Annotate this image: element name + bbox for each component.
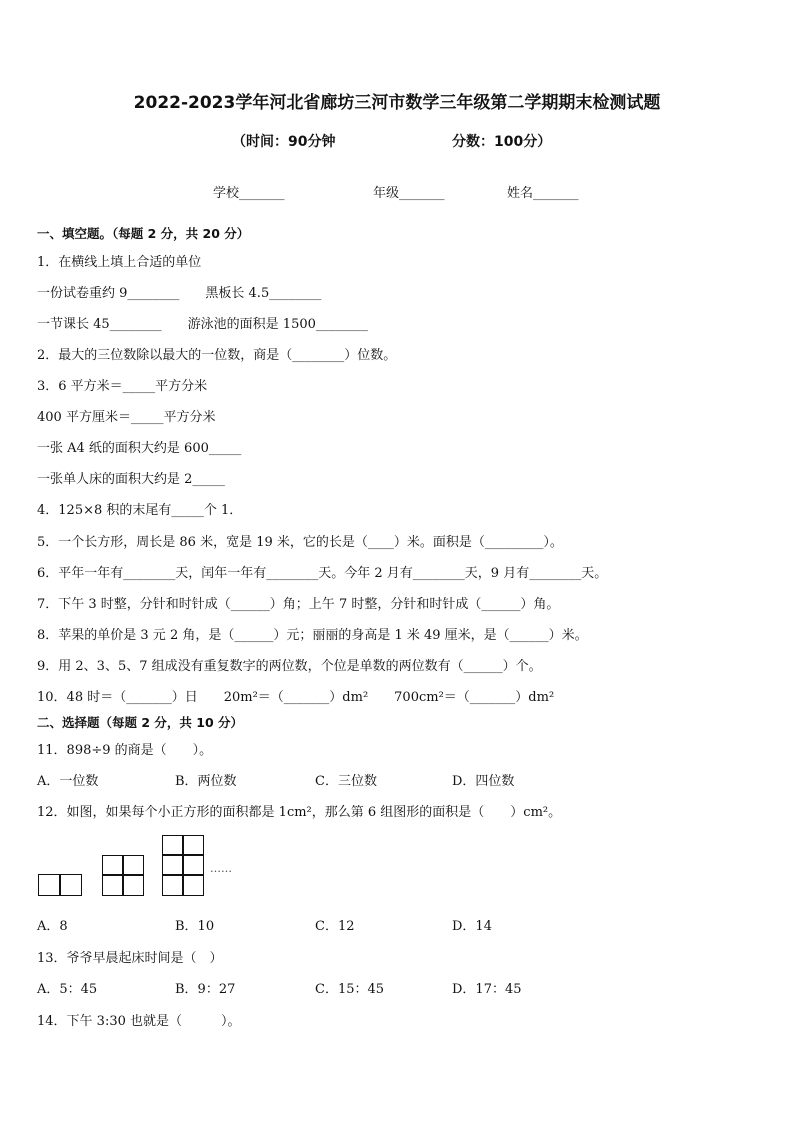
unit-square [102,874,124,896]
unit-square [182,854,204,876]
section-heading-choice: 二、选择题（每题 2 分，共 10 分） [37,715,244,730]
section-heading-fill-blank: 一、填空题。（每题 2 分，共 20 分） [37,226,250,241]
unit-square [182,874,204,896]
q11-option-d[interactable]: D．四位数 [452,774,515,789]
q13-option-d[interactable]: D．17：45 [452,982,522,997]
unit-square [182,835,204,856]
q12-option-c[interactable]: C．12 [315,919,355,934]
question-line: 8．苹果的单价是 3 元 2 角，是（______）元；丽丽的身高是 1 米 49 厘米，是（______）米。 [37,628,588,643]
q12-option-b[interactable]: B．10 [175,919,215,934]
q12-option-a[interactable]: A．8 [37,919,68,934]
square-group-3 [162,835,204,896]
name-field[interactable]: 姓名_______ [507,186,579,201]
question-line: 5．一个长方形，周长是 86 米，宽是 19 米，它的长是（____）米。面积是（_________）。 [37,535,563,550]
unit-square [162,874,184,896]
q11-option-b[interactable]: B．两位数 [175,774,237,789]
question-line: 3．6 平方米＝_____平方分米 [37,379,208,394]
time-label: （时间：90分钟 [232,134,336,150]
question-line: 一份试卷重约 9________ 黑板长 4.5________ [37,286,322,301]
q13-option-c[interactable]: C．15：45 [315,982,385,997]
question-11-stem: 11．898÷9 的商是（ ）。 [37,743,213,758]
question-line: 10．48 时＝（_______）日 20m²＝（_______）dm² 700cm²＝（_______）dm² [37,690,555,705]
unit-square [122,874,144,896]
unit-square [122,855,144,876]
question-line: 一张单人床的面积大约是 2_____ [37,472,225,487]
square-group-1 [38,874,82,896]
question-line: 4．125×8 积的末尾有_____个 1． [37,503,243,518]
square-group-2 [102,855,144,896]
q13-option-b[interactable]: B．9：27 [175,982,236,997]
question-line: 400 平方厘米＝_____平方分米 [37,410,216,425]
q13-option-a[interactable]: A．5：45 [37,982,98,997]
question-line: 一张 A4 纸的面积大约是 600_____ [37,441,242,456]
school-field[interactable]: 学校_______ [213,186,285,201]
question-14-stem: 14．下午 3:30 也就是（ ）。 [37,1014,241,1029]
question-13-stem: 13．爷爷早晨起床时间是（ ） [37,951,223,966]
question-line: 一节课长 45________ 游泳池的面积是 1500________ [37,317,368,332]
question-line: 6．平年一年有________天，闰年一年有________天。今年 2 月有________天，9 月有________天。 [37,566,608,581]
question-line: 9．用 2、3、5、7 组成没有重复数字的两位数，个位是单数的两位数有（______）个。 [37,659,542,674]
q11-option-a[interactable]: A．一位数 [37,774,99,789]
unit-square [102,855,124,876]
unit-square [59,874,82,896]
unit-square [162,854,184,876]
grade-field[interactable]: 年级_______ [373,186,445,201]
question-12-stem: 12．如图，如果每个小正方形的面积都是 1cm²，那么第 6 组图形的面积是（ ）cm²。 [37,805,562,820]
question-line: 1．在横线上填上合适的单位 [37,255,202,270]
unit-square [38,874,61,896]
q11-option-c[interactable]: C．三位数 [315,774,377,789]
question-line: 7．下午 3 时整，分针和时针成（______）角；上午 7 时整，分针和时针成（______）角。 [37,597,560,612]
question-line: 2．最大的三位数除以最大的一位数，商是（________）位数。 [37,348,397,363]
continuation-dots: …… [210,862,232,875]
unit-square [162,835,184,856]
document-title: 2022-2023学年河北省廊坊三河市数学三年级第二学期期末检测试题 [133,93,661,113]
q12-option-d[interactable]: D．14 [452,919,492,934]
score-label: 分数：100分） [452,134,552,150]
